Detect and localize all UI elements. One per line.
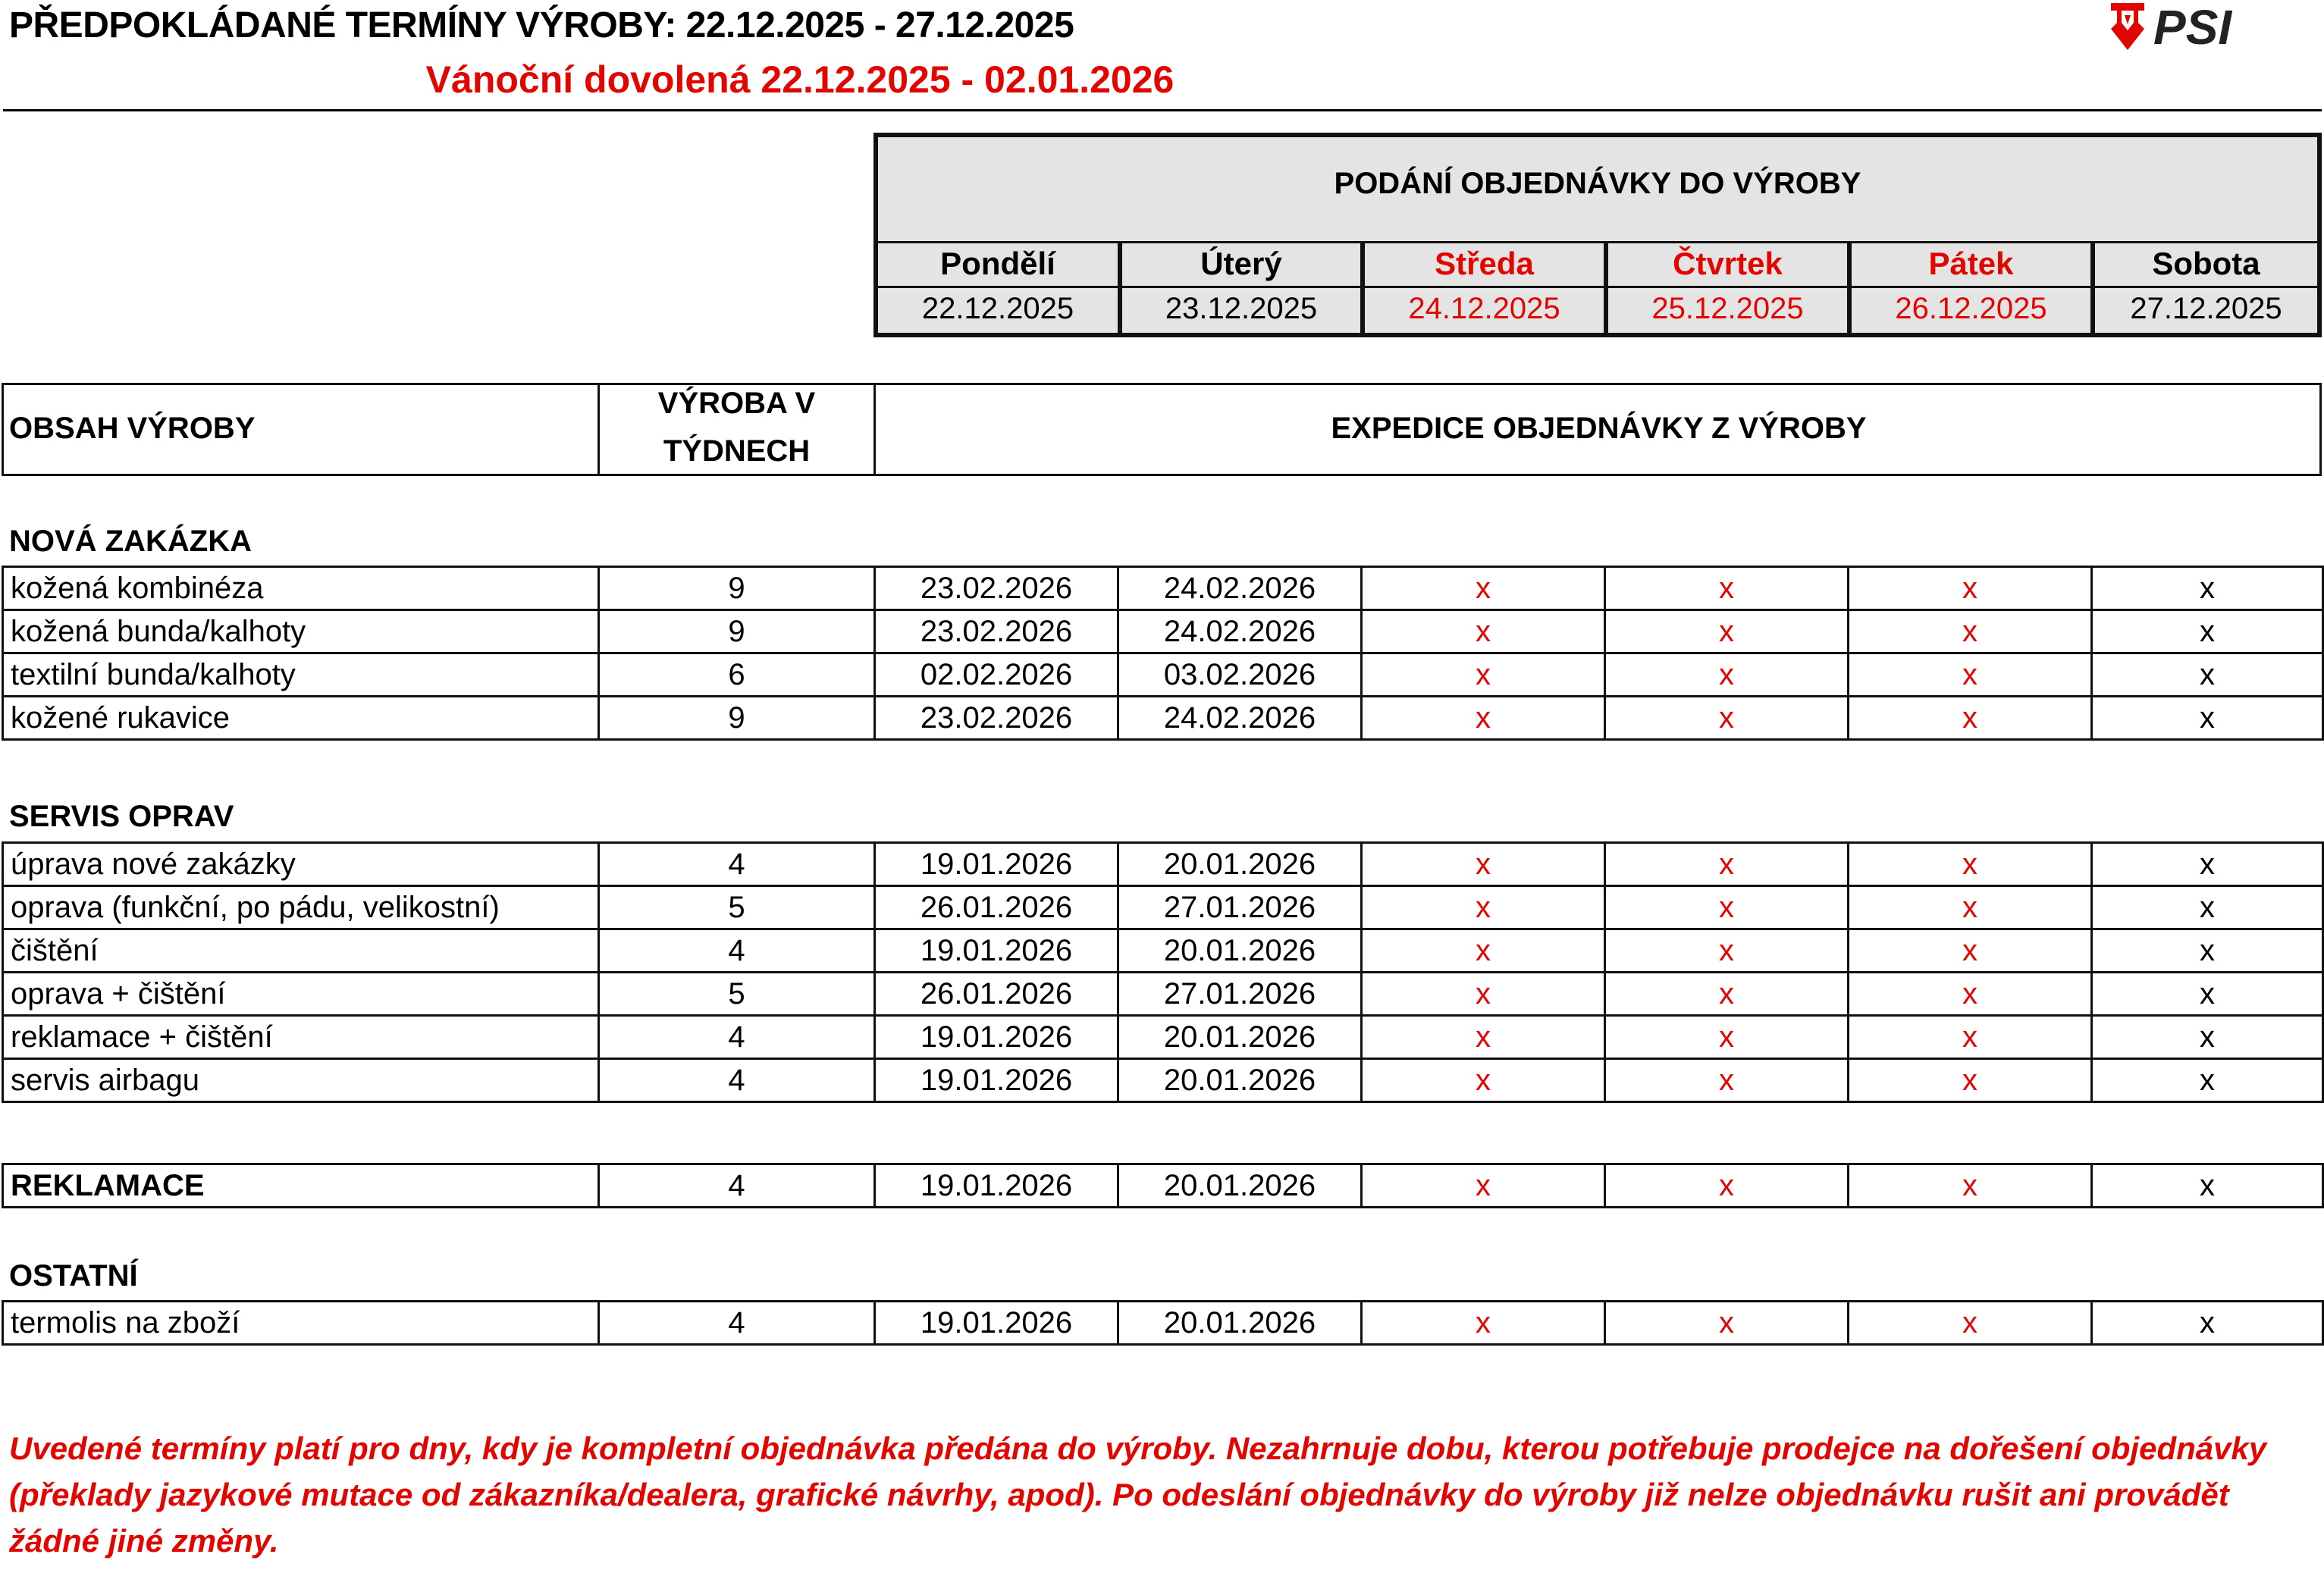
row-mark: x (1605, 1164, 1849, 1208)
row-ship-date-1: 26.01.2026 (875, 973, 1118, 1016)
table-row (3, 653, 2323, 697)
row-name: servis airbagu (3, 1059, 599, 1102)
row-mark: x (2092, 1016, 2323, 1059)
row-weeks: 6 (599, 653, 875, 697)
row-mark: x (1605, 697, 1849, 740)
row-ship-date-2: 20.01.2026 (1118, 1302, 1362, 1345)
row-ship-date-2: 03.02.2026 (1118, 653, 1362, 697)
row-mark: x (1605, 567, 1849, 610)
row-ship-date-2: 27.01.2026 (1118, 886, 1362, 929)
row-ship-date-2: 20.01.2026 (1118, 1059, 1362, 1102)
day-label-tuesday: Úterý (1200, 246, 1282, 281)
row-mark: x (1849, 1302, 2092, 1345)
row-mark: x (1605, 1059, 1849, 1102)
row-mark: x (1362, 610, 1605, 653)
row-weeks: 4 (599, 1164, 875, 1208)
row-mark: x (1362, 1302, 1605, 1345)
row-mark: x (1605, 1302, 1849, 1345)
row-ship-date-2: 24.02.2026 (1118, 697, 1362, 740)
table-row (3, 973, 2323, 1016)
table-row (3, 697, 2323, 740)
row-mark: x (1605, 973, 1849, 1016)
row-ship-date-2: 20.01.2026 (1118, 1164, 1362, 1208)
row-mark: x (1849, 610, 2092, 653)
row-ship-date-1: 23.02.2026 (875, 697, 1118, 740)
table-row (3, 843, 2323, 886)
row-mark: x (1362, 697, 1605, 740)
row-ship-date-2: 24.02.2026 (1118, 567, 1362, 610)
row-mark: x (1362, 1016, 1605, 1059)
footnote: Uvedené termíny platí pro dny, kdy je kompletní objednávka předána do výroby. Nezahrnuje dobu, kterou potřebuje prodejce na dořešení objednávky (překlady jazykové mutace od zákazníka/dealera, grafické návrhy, apod). Po odeslání objednávky do výroby již nelze objednávku rušit ani provádět žádné jiné změny. (9, 1430, 2267, 1559)
logo-emblem-icon (2111, 3, 2144, 50)
row-mark: x (1605, 610, 1849, 653)
row-weeks: 5 (599, 886, 875, 929)
row-mark: x (1849, 653, 2092, 697)
row-mark: x (1605, 653, 1849, 697)
row-ship-date-2: 27.01.2026 (1118, 973, 1362, 1016)
day-date-saturday: 27.12.2025 (2130, 292, 2282, 325)
row-ship-date-1: 19.01.2026 (875, 929, 1118, 973)
page-title: PŘEDPOKLÁDANÉ TERMÍNY VÝROBY: 22.12.2025 - 27.12.2025 (9, 5, 1074, 45)
row-name: oprava + čištění (3, 973, 599, 1016)
row-weeks: 5 (599, 973, 875, 1016)
row-ship-date-2: 24.02.2026 (1118, 610, 1362, 653)
row-mark: x (2092, 610, 2323, 653)
row-mark: x (2092, 697, 2323, 740)
row-mark: x (2092, 653, 2323, 697)
row-mark: x (2092, 1164, 2323, 1208)
row-mark: x (1362, 567, 1605, 610)
day-date-monday: 22.12.2025 (921, 292, 1074, 325)
day-date-thursday: 25.12.2025 (1651, 292, 1804, 325)
row-name: REKLAMACE (3, 1164, 599, 1208)
row-mark: x (1849, 973, 2092, 1016)
row-mark: x (1849, 843, 2092, 886)
row-mark: x (1605, 929, 1849, 973)
header-divider (3, 109, 2322, 111)
row-mark: x (2092, 929, 2323, 973)
table-repair-service (2, 841, 2324, 1103)
table-row (3, 1164, 2323, 1208)
row-mark: x (1362, 886, 1605, 929)
table-row (3, 1059, 2323, 1102)
table-row (3, 1016, 2323, 1059)
section-title-new-order: NOVÁ ZAKÁZKA (9, 525, 252, 558)
row-name: termolis na zboží (3, 1302, 599, 1345)
day-label-friday: Pátek (1928, 246, 2014, 281)
header-shipping: EXPEDICE OBJEDNÁVKY Z VÝROBY (1331, 412, 1867, 445)
row-name: oprava (funkční, po pádu, velikostní) (3, 886, 599, 929)
row-mark: x (1849, 1059, 2092, 1102)
row-name: reklamace + čištění (3, 1016, 599, 1059)
order-submission-title: PODÁNÍ OBJEDNÁVKY DO VÝROBY (1334, 167, 1861, 200)
row-ship-date-2: 20.01.2026 (1118, 843, 1362, 886)
psi-logo (2109, 0, 2322, 52)
row-mark: x (1362, 973, 1605, 1016)
row-ship-date-1: 19.01.2026 (875, 1059, 1118, 1102)
holiday-subtitle: Vánoční dovolená 22.12.2025 - 02.01.2026 (425, 58, 1175, 101)
order-divider-mid (873, 286, 2322, 288)
order-divider-top (873, 241, 2322, 243)
row-mark: x (2092, 567, 2323, 610)
row-mark: x (2092, 843, 2323, 886)
day-date-wednesday: 24.12.2025 (1408, 292, 1560, 325)
row-mark: x (1605, 1016, 1849, 1059)
header-weeks-line2: TÝDNECH (663, 434, 811, 468)
day-label-thursday: Čtvrtek (1673, 246, 1783, 281)
row-ship-date-1: 19.01.2026 (875, 843, 1118, 886)
row-weeks: 4 (599, 1302, 875, 1345)
row-weeks: 4 (599, 1059, 875, 1102)
table-new-order (2, 566, 2324, 741)
row-mark: x (2092, 886, 2323, 929)
row-mark: x (2092, 973, 2323, 1016)
row-mark: x (1362, 1164, 1605, 1208)
row-mark: x (1849, 886, 2092, 929)
table-row (3, 886, 2323, 929)
row-mark: x (1849, 1164, 2092, 1208)
row-name: kožená kombinéza (3, 567, 599, 610)
row-weeks: 4 (599, 1016, 875, 1059)
row-ship-date-2: 20.01.2026 (1118, 1016, 1362, 1059)
row-mark: x (2092, 1302, 2323, 1345)
day-label-wednesday: Středa (1435, 246, 1534, 281)
row-name: textilní bunda/kalhoty (3, 653, 599, 697)
row-mark: x (1362, 929, 1605, 973)
section-title-repair-service: SERVIS OPRAV (9, 800, 234, 833)
row-weeks: 9 (599, 610, 875, 653)
row-name: kožené rukavice (3, 697, 599, 740)
row-mark: x (1849, 567, 2092, 610)
row-mark: x (1605, 886, 1849, 929)
row-ship-date-1: 19.01.2026 (875, 1016, 1118, 1059)
header-weeks-line1: VÝROBA V (657, 387, 816, 420)
row-mark: x (1849, 1016, 2092, 1059)
row-weeks: 4 (599, 929, 875, 973)
row-ship-date-1: 02.02.2026 (875, 653, 1118, 697)
row-mark: x (2092, 1059, 2323, 1102)
table-row (3, 567, 2323, 610)
row-weeks: 4 (599, 843, 875, 886)
table-row (3, 1302, 2323, 1345)
table-complaints (2, 1163, 2324, 1208)
day-date-friday: 26.12.2025 (1895, 292, 2047, 325)
row-ship-date-2: 20.01.2026 (1118, 929, 1362, 973)
row-mark: x (1362, 653, 1605, 697)
day-label-saturday: Sobota (2152, 246, 2260, 281)
day-label-monday: Pondělí (940, 246, 1055, 281)
row-ship-date-1: 19.01.2026 (875, 1302, 1118, 1345)
row-name: čištění (3, 929, 599, 973)
logo-text: PSI (2153, 0, 2232, 52)
row-name: kožená bunda/kalhoty (3, 610, 599, 653)
row-ship-date-1: 23.02.2026 (875, 567, 1118, 610)
row-mark: x (1362, 1059, 1605, 1102)
row-mark: x (1605, 843, 1849, 886)
row-weeks: 9 (599, 567, 875, 610)
row-ship-date-1: 26.01.2026 (875, 886, 1118, 929)
row-name: úprava nové zakázky (3, 843, 599, 886)
day-date-tuesday: 23.12.2025 (1165, 292, 1318, 325)
row-ship-date-1: 23.02.2026 (875, 610, 1118, 653)
table-row (3, 610, 2323, 653)
row-mark: x (1849, 697, 2092, 740)
row-ship-date-1: 19.01.2026 (875, 1164, 1118, 1208)
section-title-other: OSTATNÍ (9, 1259, 138, 1293)
table-row (3, 929, 2323, 973)
row-mark: x (1849, 929, 2092, 973)
table-other (2, 1300, 2324, 1346)
row-mark: x (1362, 843, 1605, 886)
row-weeks: 9 (599, 697, 875, 740)
header-content: OBSAH VÝROBY (9, 412, 256, 445)
